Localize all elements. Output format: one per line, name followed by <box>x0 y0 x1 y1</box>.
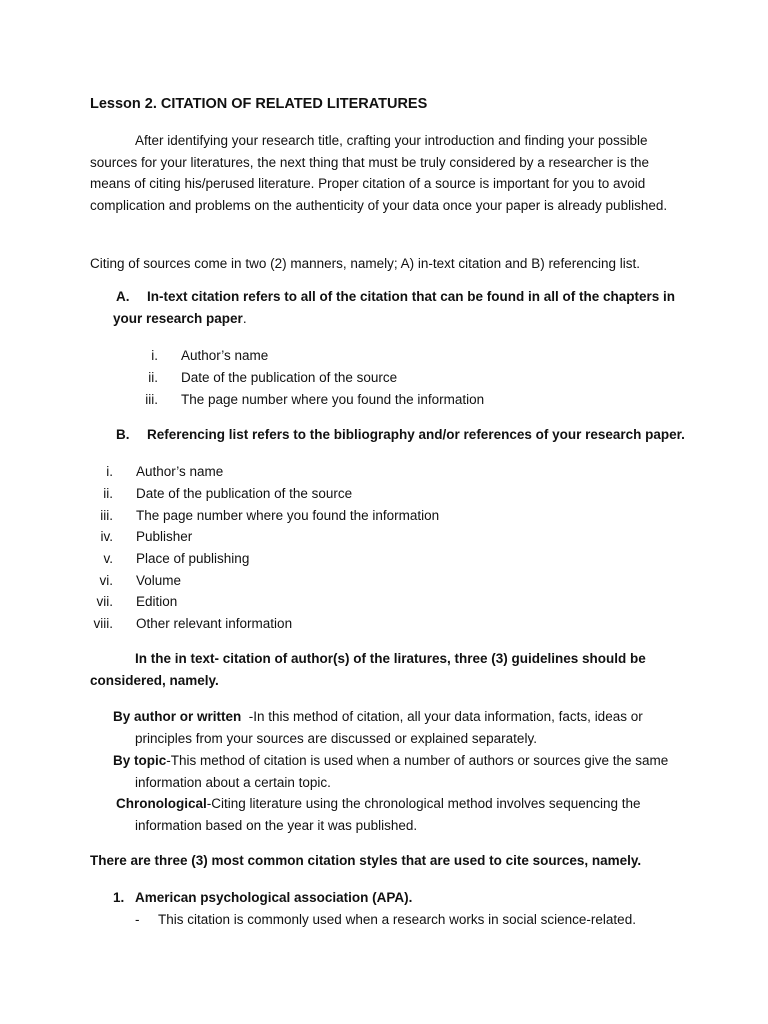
bullet-dash: - <box>135 912 140 927</box>
list-item-number: viii. <box>93 616 113 631</box>
lesson-title: Lesson 2. CITATION OF RELATED LITERATURES <box>90 96 428 112</box>
intro-paragraph: After identifying your research title, crafting your introduction and finding your possible sources for your literatures, the next thing that must be truly considered by a researcher is the means of citing his/perused literature. Proper citation of a source is important for you to avoid complication and problems on the authenticity of your data once your paper is already published. <box>90 133 668 213</box>
guideline-description: Citing literature using the chronological method involves sequencing the information based on the year it was published. <box>135 796 641 833</box>
list-item-text: Date of the publication of the source <box>181 370 398 385</box>
list-item-number: iii. <box>100 508 113 523</box>
styles-intro: There are three (3) most common citation styles that are used to cite sources, namely. <box>90 853 642 868</box>
guideline-description: This method of citation is used when a number of authors or sources give the same information about a certain topic. <box>135 753 669 790</box>
list-item-number: ii. <box>148 370 158 385</box>
style-note <box>135 909 636 931</box>
guideline-term: By topic <box>113 753 167 768</box>
list-item-number: vi. <box>99 573 113 588</box>
list-item-text: Author’s name <box>181 348 269 363</box>
section-a-heading-text: In-text citation refers to all of the citation that can be found in all of the chapters in your research paper <box>113 289 676 326</box>
guideline-chronological <box>116 793 658 836</box>
list-item-number: vii. <box>96 594 113 609</box>
guideline-separator: - <box>206 796 212 811</box>
list-item-text: The page number where you found the information <box>136 508 440 523</box>
section-b-letter: B. <box>116 427 130 442</box>
list-item-number: iii. <box>145 392 158 407</box>
style-name: American psychological association (APA). <box>135 890 413 905</box>
manners-sentence: Citing of sources come in two (2) manners, namely; A) in-text citation and B) referencing list. <box>90 256 640 271</box>
section-b-heading <box>113 424 708 446</box>
style-item-apa <box>113 887 413 909</box>
section-a-letter: A. <box>116 289 130 304</box>
list-item-number: ii. <box>103 486 113 501</box>
list-item-text: Place of publishing <box>136 551 250 566</box>
list-item-number: v. <box>103 551 113 566</box>
guideline-separator: - <box>241 709 254 724</box>
list-item-text: Other relevant information <box>136 616 293 631</box>
list-item-number: i. <box>151 348 158 363</box>
list-item-text: Date of the publication of the source <box>136 486 353 501</box>
section-b-heading-text: Referencing list refers to the bibliography and/or references of your research paper. <box>147 427 685 442</box>
guideline-separator: - <box>166 753 171 768</box>
list-item-text: Publisher <box>136 529 193 544</box>
list-item-number: iv. <box>100 529 113 544</box>
guideline-by-author <box>113 706 678 749</box>
guideline-term: By author or written <box>113 709 242 724</box>
list-item-text: Volume <box>136 573 182 588</box>
guideline-description: In this method of citation, all your data information, facts, ideas or principles from your sources are discussed or explained separately. <box>135 709 643 746</box>
list-item-text: Author’s name <box>136 464 224 479</box>
style-note-text: This citation is commonly used when a research works in social science-related. <box>158 912 636 927</box>
guideline-term: Chronological <box>116 796 207 811</box>
list-item-text: Edition <box>136 594 178 609</box>
guidelines-intro: In the in text- citation of author(s) of the liratures, three (3) guidelines should be considered, namely. <box>90 651 646 688</box>
guideline-by-topic <box>113 750 680 793</box>
list-item-text: The page number where you found the information <box>181 392 485 407</box>
style-number: 1. <box>113 890 125 905</box>
section-a-heading <box>113 286 676 329</box>
section-a-heading-period: . <box>242 310 247 326</box>
list-item-number: i. <box>106 464 113 479</box>
